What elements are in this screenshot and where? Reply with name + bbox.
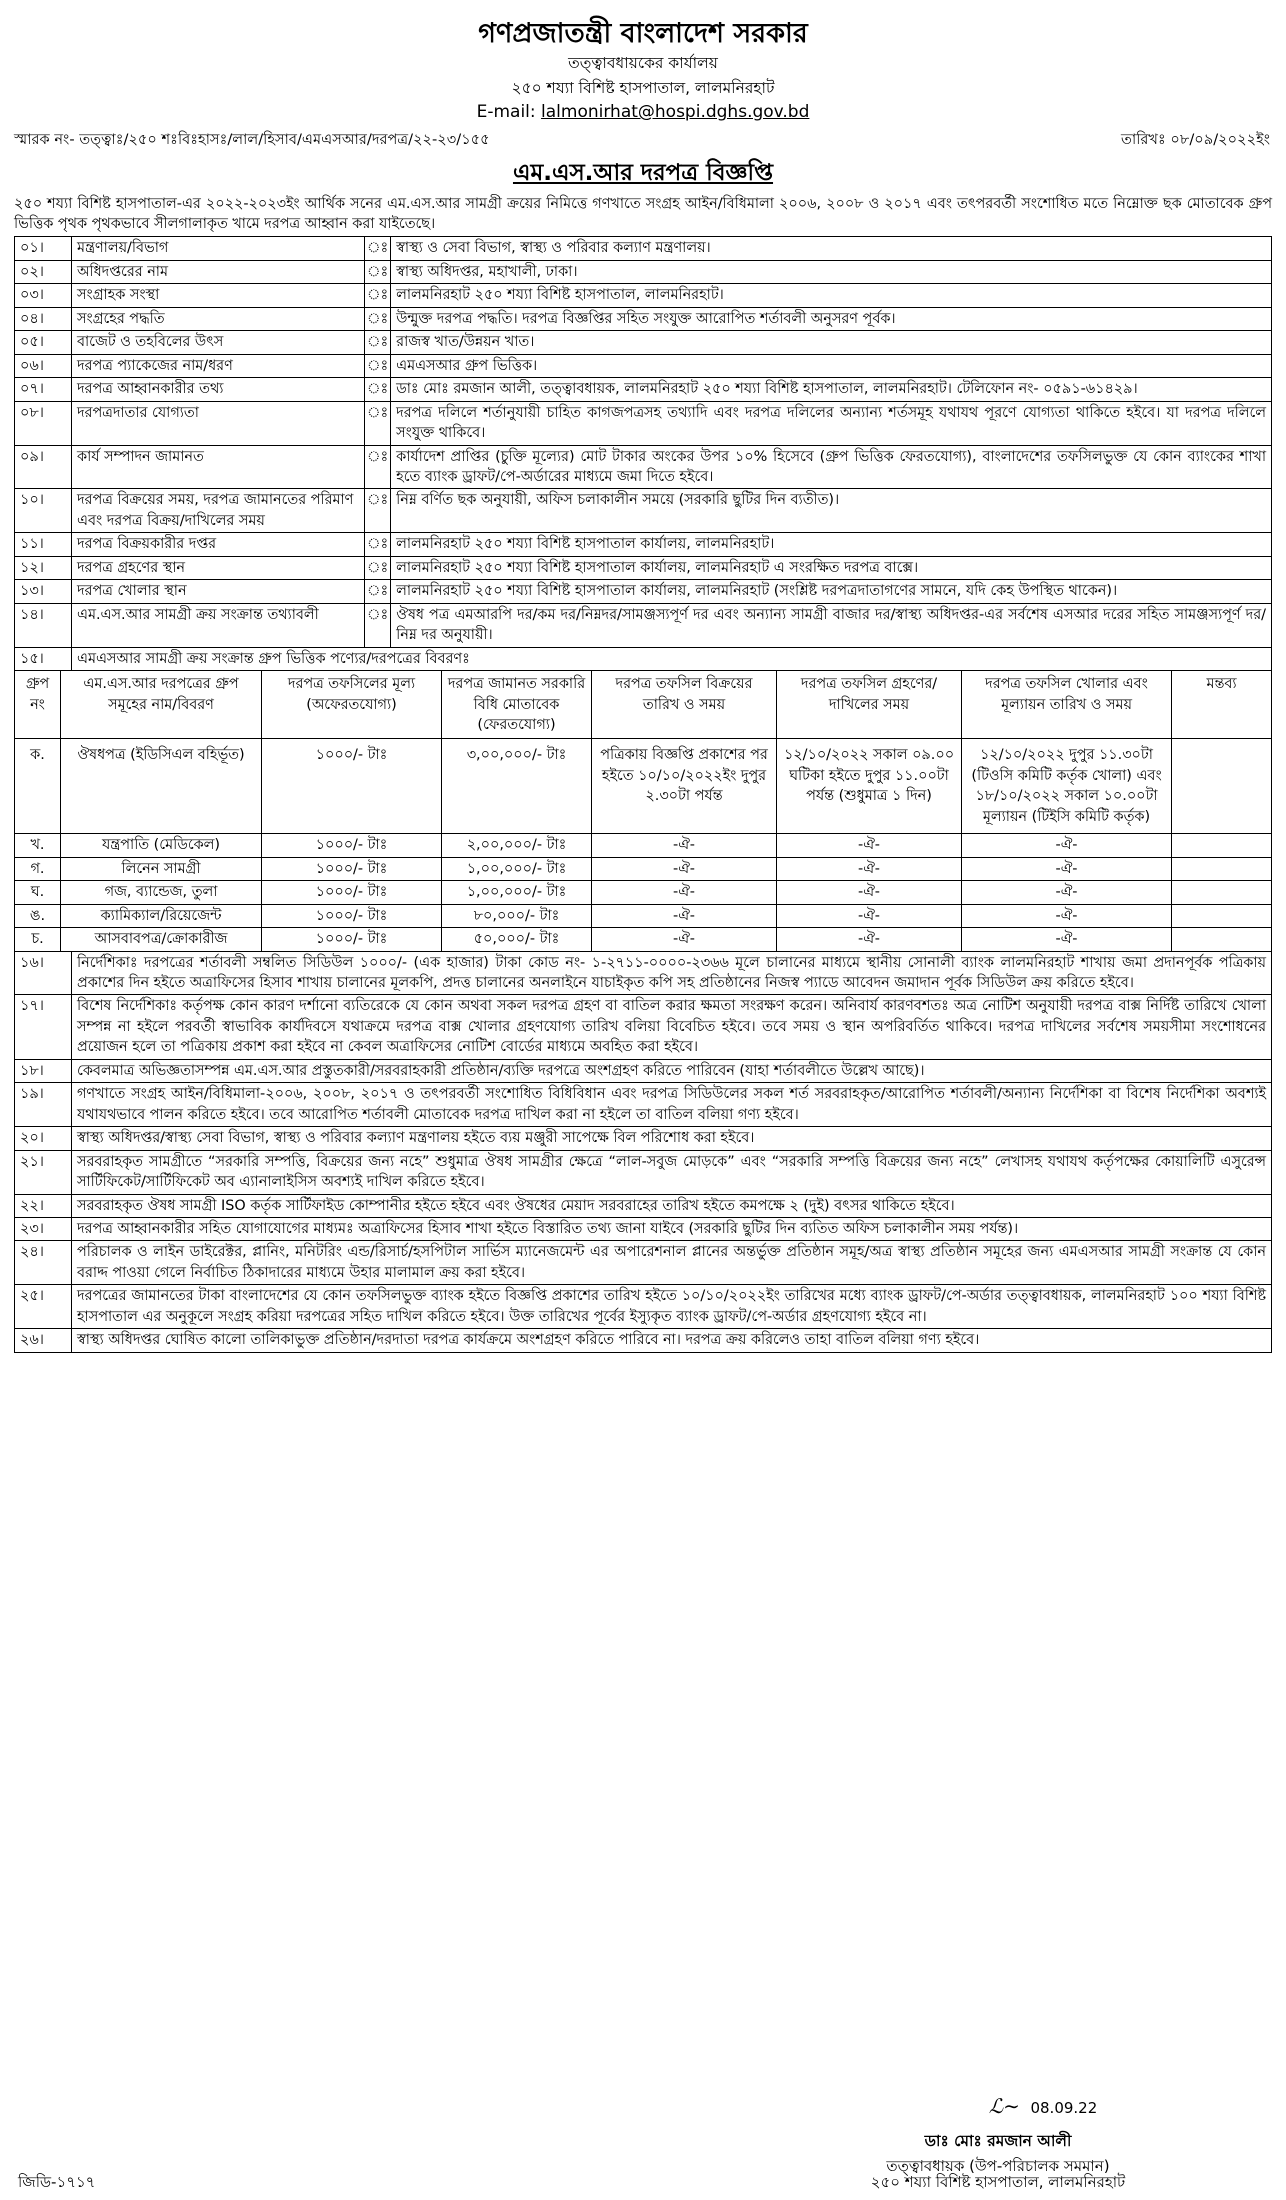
info-value: স্বাস্থ্য ও সেবা বিভাগ, স্বাস্থ্য ও পরিবার কল্যাণ মন্ত্রণালয়।	[391, 237, 1272, 260]
info-colon: ঃ	[365, 533, 391, 556]
term-number: ১৯।	[15, 1083, 72, 1127]
group-cell-no: ঘ.	[15, 881, 61, 904]
info-value: কার্যাদেশ প্রাপ্তির (চুক্তি মূল্যের) মোট টাকার অংকের উপর ১০% হিসেবে (গ্রুপ ভিত্তিক ফেরতযোগ্য), বাংলাদেশের তফসিলভুক্ত যে কোন ব্যাংকের শাখা হতে ব্যাংক ড্রাফট/পে-অর্ডারের মাধ্যমে জমা দিতে হইবে।	[391, 445, 1272, 489]
group-cell-submit: -ঐ-	[777, 904, 962, 927]
group-cell-open: -ঐ-	[962, 904, 1172, 927]
group-cell-open: -ঐ-	[962, 881, 1172, 904]
email-label: E-mail:	[476, 102, 536, 123]
info-value: লালমনিরহাট ২৫০ শয্যা বিশিষ্ট হাসপাতাল কার্যালয়, লালমনিরহাট (সংশ্লিষ্ট দরপত্রদাতাগণের সামনে, যদি কেহ উপস্থিত থাকেন)।	[391, 580, 1272, 603]
info-label: দরপত্রদাতার যোগ্যতা	[72, 401, 365, 445]
term-number: ২৪।	[15, 1241, 72, 1285]
info-number: ১২।	[15, 556, 72, 579]
info-number: ০৬।	[15, 354, 72, 377]
signature-scrawl: ℒ∼	[988, 2094, 1020, 2118]
info-colon: ঃ	[365, 603, 391, 647]
term-text: কেবলমাত্র অভিজ্ঞতাসম্পন্ন এম.এস.আর প্রস্তুতকারী/সরবরাহকারী প্রতিষ্ঠান/ব্যক্তি দরপত্রে অংশগ্রহণ করিতে পারিবেন (যাহা শর্তাবলীতে উল্লেখ আছে)।	[72, 1059, 1272, 1082]
term-number: ২৬।	[15, 1329, 72, 1352]
group-cell-security: ৮০,০০০/- টাঃ	[442, 904, 592, 927]
info-label: অধিদপ্তরের নাম	[72, 260, 365, 283]
info-value: ঔষধ পত্র এমআরপি দর/কম দর/নিম্নদর/সামঞ্জস্যপূর্ণ দর এবং অন্যান্য সামগ্রী বাজার দর/স্বাস্থ্য অধিদপ্তর-এর সর্বশেষ এসআর দরের সহিত সামঞ্জস্যপূর্ণ দর/নিম্ন দর অনুযায়ী।	[391, 603, 1272, 647]
group-cell-open: ১২/১০/২০২২ দুপুর ১১.৩০টা (টিওসি কমিটি কর্তৃক খোলা) এবং ১৮/১০/২০২২ সকাল ১০.০০টা মূল্যায়ন (টিইসি কমিটি কর্তৃক)	[962, 739, 1172, 834]
info-value: নিম্ন বর্ণিত ছক অনুযায়ী, অফিস চলাকালীন সময়ে (সরকারি ছুটির দিন ব্যতীত)।	[391, 489, 1272, 533]
term-row	[15, 1217, 1272, 1240]
group-row	[15, 881, 1272, 904]
group-cell-open: -ঐ-	[962, 834, 1172, 857]
info-label: এম.এস.আর সামগ্রী ক্রয় সংক্রান্ত তথ্যাবলী	[72, 603, 365, 647]
group-cell-sale: -ঐ-	[592, 857, 777, 880]
term-text: সরবরাহকৃত সামগ্রীতে “সরকারি সম্পত্তি, বিক্রয়ের জন্য নহে” শুধুমাত্র ঔষধ সামগ্রীর ক্ষেত্রে “লাল-সবুজ মোড়কে” এবং “সরকারি সম্পত্তি বিক্রয়ের জন্য নহে” লেখাসহ যথাযথ কর্তৃপক্ষের কোয়ালিটি এসুরেন্স সার্টিফিকেট/সার্টিফিকেট অব এ্যানালাইসিস অবশ্যই দাখিল করিতে হইবে।	[72, 1150, 1272, 1194]
term-row	[15, 1059, 1272, 1082]
signature-block	[788, 2092, 1208, 2178]
group-table-header: দরপত্র তফসিল গ্রহণের/দাখিলের সময়	[777, 671, 962, 739]
info-row	[15, 489, 1272, 533]
info-number: ০১।	[15, 237, 72, 260]
group-row	[15, 904, 1272, 927]
group-table-header: দরপত্র জামানত সরকারি বিধি মোতাবেক (ফেরতযোগ্য)	[442, 671, 592, 739]
group-table-header: মন্তব্য	[1172, 671, 1272, 739]
group-table-header: দরপত্র তফসিলের মূল্য (অফেরতযোগ্য)	[262, 671, 442, 739]
notice-date: তারিখঃ ০৮/০৯/২০২২ইং	[1121, 131, 1270, 149]
info-row	[15, 331, 1272, 354]
term-text: গণখাতে সংগ্রহ আইন/বিধিমালা-২০০৬, ২০০৮, ২০১৭ ও তৎপরবর্তী সংশোধিত বিধিবিধান এবং দরপত্র সিডিউলের সকল শর্ত সরবরাহকৃত/আরোপিত শর্তাবলী/অন্যান্য নির্দেশিকা বা বিশেষ নির্দেশিকা অবশ্যই যথাযথভাবে পালন করিতে হইবে। তবে আরোপিত শর্তাবলী মোতাবেক দরপত্র দাখিল করা না হইলে তা বাতিল বলিয়া গণ্য হইবে।	[72, 1083, 1272, 1127]
info-colon: ঃ	[365, 580, 391, 603]
info-label: সংগ্রাহক সংস্থা	[72, 284, 365, 307]
info-row	[15, 533, 1272, 556]
group-table	[14, 670, 1272, 951]
term-text: স্বাস্থ্য অধিদপ্তর ঘোষিত কালো তালিকাভুক্ত প্রতিষ্ঠান/দরদাতা দরপত্র কার্যক্রমে অংশগ্রহণ করিতে পারিবে না। দরপত্র ক্রয় করিলেও তাহা বাতিল বলিয়া গণ্য হইবে।	[72, 1329, 1272, 1352]
info-label: মন্ত্রণালয়/বিভাগ	[72, 237, 365, 260]
group-row	[15, 857, 1272, 880]
info-colon: ঃ	[365, 401, 391, 445]
info-number: ১৪।	[15, 603, 72, 647]
info-number: ০৭।	[15, 378, 72, 401]
info-row	[15, 401, 1272, 445]
group-cell-sale: -ঐ-	[592, 904, 777, 927]
info-row	[15, 260, 1272, 283]
group-row	[15, 928, 1272, 951]
term-text: স্বাস্থ্য অধিদপ্তর/স্বাস্থ্য সেবা বিভাগ, স্বাস্থ্য ও পরিবার কল্যাণ মন্ত্রণালয় হইতে ব্যয় মঞ্জুরী সাপেক্ষে বিল পরিশোধ করা হইবে।	[72, 1127, 1272, 1150]
term-number: ১৮।	[15, 1059, 72, 1082]
info-label: দরপত্র প্যাকেজের নাম/ধরণ	[72, 354, 365, 377]
info-number: ১৩।	[15, 580, 72, 603]
term-number: ২২।	[15, 1194, 72, 1217]
item-15-number: ১৫।	[15, 647, 72, 670]
group-row	[15, 739, 1272, 834]
email-address[interactable]: lalmonirhat@hospi.dghs.gov.bd	[541, 102, 810, 123]
info-colon: ঃ	[365, 445, 391, 489]
info-colon: ঃ	[365, 489, 391, 533]
term-row	[15, 1150, 1272, 1194]
group-cell-security: ২,০০,০০০/- টাঃ	[442, 834, 592, 857]
group-cell-name: আসবাবপত্র/ক্রোকারীজ	[61, 928, 262, 951]
notice-title: এম.এস.আর দরপত্র বিজ্ঞপ্তি	[512, 159, 774, 186]
group-cell-name: লিনেন সামগ্রী	[61, 857, 262, 880]
group-cell-remark	[1172, 928, 1272, 951]
group-cell-submit: -ঐ-	[777, 928, 962, 951]
term-row	[15, 1285, 1272, 1329]
info-colon: ঃ	[365, 237, 391, 260]
group-row	[15, 834, 1272, 857]
info-label: কার্য সম্পাদন জামানত	[72, 445, 365, 489]
group-table-header: দরপত্র তফসিল খোলার এবং মূল্যায়ন তারিখ ও সময়	[962, 671, 1172, 739]
group-cell-security: ১,০০,০০০/- টাঃ	[442, 881, 592, 904]
group-cell-submit: -ঐ-	[777, 881, 962, 904]
intro-paragraph: ২৫০ শয্যা বিশিষ্ট হাসপাতাল-এর ২০২২-২০২৩ইং আর্থিক সনের এম.এস.আর সামগ্রী ক্রয়ের নিমিত্তে গণখাতে সংগ্রহ আইন/বিধিমালা ২০০৬, ২০০৮ ও ২০১৭ এবং তৎপরবর্তী সংশোধিত মতে নিম্নোক্ত ছক মোতাবেক গ্রুপ ভিত্তিক পৃথক পৃথকভাবে সীলগালাকৃত খামে দরপত্র আহ্বান করা যাইতেছে।	[14, 195, 1272, 233]
group-cell-sale: -ঐ-	[592, 834, 777, 857]
term-row	[15, 1241, 1272, 1285]
info-label: বাজেট ও তহবিলের উৎস	[72, 331, 365, 354]
group-cell-security: ৫০,০০০/- টাঃ	[442, 928, 592, 951]
group-cell-open: -ঐ-	[962, 928, 1172, 951]
government-title: গণপ্রজাতন্ত্রী বাংলাদেশ সরকার	[478, 18, 808, 49]
info-number: ০৫।	[15, 331, 72, 354]
term-row	[15, 1127, 1272, 1150]
memo-number: স্মারক নং- তত্ত্বাঃ/২৫০ শঃবিঃহাসঃ/লাল/হিসাব/এমএসআর/দরপত্র/২২-২৩/১৫৫	[14, 131, 490, 149]
info-value: লালমনিরহাট ২৫০ শয্যা বিশিষ্ট হাসপাতাল কার্যালয়, লালমনিরহাট এ সংরক্ষিত দরপত্র বাক্সে।	[391, 556, 1272, 579]
info-row	[15, 580, 1272, 603]
group-cell-open: -ঐ-	[962, 857, 1172, 880]
term-row	[15, 1329, 1272, 1352]
item-15-text: এমএসআর সামগ্রী ক্রয় সংক্রান্ত গ্রুপ ভিত্তিক পণ্যের/দরপত্রের বিবরণঃ	[72, 647, 1272, 670]
info-row	[15, 445, 1272, 489]
info-row	[15, 284, 1272, 307]
group-table-header: গ্রুপ নং	[15, 671, 61, 739]
term-text: দরপত্র আহ্বানকারীর সহিত যোগাযোগের মাধ্যমঃ অত্রাফিসের হিসাব শাখা হইতে বিস্তারিত তথ্য জানা যাইবে (সরকারি ছুটির দিন ব্যতিত অফিস চলাকালীন সময় পর্যন্ত)।	[72, 1217, 1272, 1240]
info-number: ০৩।	[15, 284, 72, 307]
group-cell-fee: ১০০০/- টাঃ	[262, 834, 442, 857]
info-colon: ঃ	[365, 307, 391, 330]
info-colon: ঃ	[365, 378, 391, 401]
office-name: তত্ত্বাবধায়কের কার্যালয়	[568, 54, 718, 73]
term-number: ২০।	[15, 1127, 72, 1150]
group-cell-remark	[1172, 739, 1272, 834]
signatory-name: ডাঃ মোঃ রমজান আলী	[924, 2132, 1072, 2151]
info-label: দরপত্র গ্রহণের স্থান	[72, 556, 365, 579]
info-label: দরপত্র বিক্রয়কারীর দপ্তর	[72, 533, 365, 556]
group-table-header: এম.এস.আর দরপত্রের গ্রুপ সমূহের নাম/বিবরণ	[61, 671, 262, 739]
info-colon: ঃ	[365, 284, 391, 307]
group-cell-submit: ১২/১০/২০২২ সকাল ০৯.০০ ঘটিকা হইতে দুপুর ১১.০০টা পর্যন্ত (শুধুমাত্র ১ দিন)	[777, 739, 962, 834]
term-text: নির্দেশিকাঃ দরপত্রের শর্তাবলী সম্বলিত সিডিউল ১০০০/- (এক হাজার) টাকা কোড নং- ১-২৭১১-০০০০-২৩৬৬ মূলে চালানের মাধ্যমে স্থানীয় সোনালী ব্যাংক লালমনিরহাট শাখায় জমা প্রদানপূর্বক পত্রিকায় প্রকাশের দিন হইতে অত্রাফিসের হিসাব শাখায় চালানের মূলকপি, প্রদত্ত চালানের অনলাইনে যাচাইকৃত কপি সহ প্রতিষ্ঠানের নিজস্ব প্যাডে আবেদন জমাদান পূর্বক সিডিউল ক্রয় করিতে হইবে।	[72, 951, 1272, 995]
info-number: ০৪।	[15, 307, 72, 330]
signature-date: 08.09.22	[1030, 2099, 1098, 2117]
info-label: দরপত্র আহ্বানকারীর তথ্য	[72, 378, 365, 401]
group-cell-no: খ.	[15, 834, 61, 857]
hospital-name: ২৫০ শয্যা বিশিষ্ট হাসপাতাল, লালমনিরহাট	[511, 78, 775, 97]
info-table	[14, 236, 1272, 647]
group-cell-sale: -ঐ-	[592, 881, 777, 904]
group-cell-sale: -ঐ-	[592, 928, 777, 951]
info-label: দরপত্র খোলার স্থান	[72, 580, 365, 603]
info-value: রাজস্ব খাত/উন্নয়ন খাত।	[391, 331, 1272, 354]
group-cell-name: ক্যামিক্যাল/রিয়েজেন্ট	[61, 904, 262, 927]
term-text: পরিচালক ও লাইন ডাইরেক্টর, প্লানিং, মনিটরিং এন্ড/রিসার্চ/হসপিটাল সার্ভিস ম্যানেজমেন্ট এর অপারেশনাল প্লানের অন্তর্ভুক্ত প্রতিষ্ঠান সমূহ/অত্র স্বাস্থ্য প্রতিষ্ঠান সমূহের জন্য এমএসআর সামগ্রী সংক্রান্ত যে কোন বরাদ্দ পাওয়া গেলে নির্বাচিত ঠিকাদারের মাধ্যমে উহার মালামাল ক্রয় করা হইবে।	[72, 1241, 1272, 1285]
term-row	[15, 951, 1272, 995]
info-value: ডাঃ মোঃ রমজান আলী, তত্ত্বাবধায়ক, লালমনিরহাট ২৫০ শয্যা বিশিষ্ট হাসপাতাল, লালমনিরহাট। টেলিফোন নং- ০৫৯১-৬১৪২৯।	[391, 378, 1272, 401]
info-colon: ঃ	[365, 556, 391, 579]
info-value: লালমনিরহাট ২৫০ শয্যা বিশিষ্ট হাসপাতাল, লালমনিরহাট।	[391, 284, 1272, 307]
memo-row	[14, 130, 1272, 151]
group-cell-no: গ.	[15, 857, 61, 880]
signatory-place: ২৫০ শয্যা বিশিষ্ট হাসপাতাল, লালমনিরহাট	[870, 2173, 1126, 2191]
info-colon: ঃ	[365, 331, 391, 354]
info-value: দরপত্র দলিলে শর্তানুযায়ী চাহিত কাগজপত্রসহ তথ্যাদি এবং দরপত্র দলিলের অন্যান্য শর্তসমূহ যথাযথ পূরণে যোগ্যতা থাকিতে হইবে। যা দরপত্র দলিলে সংযুক্ত থাকিবে।	[391, 401, 1272, 445]
term-text: সরবরাহকৃত ঔষধ সামগ্রী ISO কর্তৃক সার্টিফাইড কোম্পানীর হইতে হইবে এবং ঔষধের মেয়াদ সরবরাহের তারিখ হইতে কমপক্ষে ২ (দুই) বৎসর থাকিতে হইবে।	[72, 1194, 1272, 1217]
group-cell-remark	[1172, 834, 1272, 857]
group-cell-no: ঙ.	[15, 904, 61, 927]
group-cell-no: চ.	[15, 928, 61, 951]
item-15-row	[14, 647, 1272, 671]
term-number: ১৭।	[15, 995, 72, 1059]
group-cell-fee: ১০০০/- টাঃ	[262, 928, 442, 951]
info-value: এমএসআর গ্রুপ ভিত্তিক।	[391, 354, 1272, 377]
group-cell-fee: ১০০০/- টাঃ	[262, 881, 442, 904]
signatory-designation: তত্ত্বাবধায়ক (উপ-পরিচালক সমমান)	[886, 2157, 1110, 2176]
group-cell-fee: ১০০০/- টাঃ	[262, 857, 442, 880]
info-colon: ঃ	[365, 260, 391, 283]
term-row	[15, 995, 1272, 1059]
info-value: স্বাস্থ্য অধিদপ্তর, মহাখালী, ঢাকা।	[391, 260, 1272, 283]
footer-code: জিডি-১৭১৭	[18, 2173, 96, 2191]
term-row	[15, 1083, 1272, 1127]
info-row	[15, 307, 1272, 330]
group-cell-name: গজ, ব্যান্ডেজ, তুলা	[61, 881, 262, 904]
term-row	[15, 1194, 1272, 1217]
info-value: লালমনিরহাট ২৫০ শয্যা বিশিষ্ট হাসপাতাল কার্যালয়, লালমনিরহাট।	[391, 533, 1272, 556]
info-label: দরপত্র বিক্রয়ের সময়, দরপত্র জামানতের পরিমাণ এবং দরপত্র বিক্রয়/দাখিলের সময়	[72, 489, 365, 533]
info-number: ০৮।	[15, 401, 72, 445]
group-table-header: দরপত্র তফসিল বিক্রয়ের তারিখ ও সময়	[592, 671, 777, 739]
group-cell-remark	[1172, 904, 1272, 927]
group-cell-remark	[1172, 857, 1272, 880]
info-row	[15, 603, 1272, 647]
info-number: ১১।	[15, 533, 72, 556]
info-label: সংগ্রহের পদ্ধতি	[72, 307, 365, 330]
group-cell-security: ৩,০০,০০০/- টাঃ	[442, 739, 592, 834]
group-cell-fee: ১০০০/- টাঃ	[262, 739, 442, 834]
info-row	[15, 354, 1272, 377]
group-cell-name: ঔষধপত্র (ইডিসিএল বহির্ভূত)	[61, 739, 262, 834]
term-number: ২৩।	[15, 1217, 72, 1240]
group-cell-sale: পত্রিকায় বিজ্ঞপ্তি প্রকাশের পর হইতে ১০/১০/২০২২ইং দুপুর ২.৩০টা পর্যন্ত	[592, 739, 777, 834]
group-cell-no: ক.	[15, 739, 61, 834]
group-cell-submit: -ঐ-	[777, 857, 962, 880]
info-value: উন্মুক্ত দরপত্র পদ্ধতি। দরপত্র বিজ্ঞপ্তির সহিত সংযুক্ত আরোপিত শর্তাবলী অনুসরণ পূর্বক।	[391, 307, 1272, 330]
group-cell-submit: -ঐ-	[777, 834, 962, 857]
term-text: বিশেষ নির্দেশিকাঃ কর্তৃপক্ষ কোন কারণ দর্শানো ব্যতিরেকে যে কোন অথবা সকল দরপত্র গ্রহণ বা বাতিল করার ক্ষমতা সংরক্ষণ করেন। অনিবার্য কারণবশতঃ অত্র নোটিশ অনুযায়ী দরপত্র বাক্স নির্দিষ্ট তারিখে খোলা সম্পন্ন না হইলে পরবর্তী স্বাভাবিক কার্যদিবসে যথাক্রমে দরপত্র বাক্স খোলার গ্রহণযোগ্য তারিখ বলিয়া বিবেচিত হইবে। তবে সময় ও স্থান অপরিবর্তিত থাকিবে। দরপত্র দাখিলের সর্বশেষ সময়সীমা সংশোধনের প্রয়োজন হলে তা পত্রিকায় প্রকাশ করা হইবে না কেবল অত্রাফিসের নোটিশ বোর্ডের মাধ্যমে অবহিত করা হইবে।	[72, 995, 1272, 1059]
group-cell-name: যন্ত্রপাতি (মেডিকেল)	[61, 834, 262, 857]
term-number: ১৬।	[15, 951, 72, 995]
group-cell-security: ১,০০,০০০/- টাঃ	[442, 857, 592, 880]
info-row	[15, 237, 1272, 260]
email-line	[14, 100, 1272, 124]
info-number: ১০।	[15, 489, 72, 533]
info-number: ০২।	[15, 260, 72, 283]
term-text: দরপত্রের জামানতের টাকা বাংলাদেশের যে কোন তফসিলভুক্ত ব্যাংক হইতে বিজ্ঞপ্তি প্রকাশের তারিখ হইতে ১০/১০/২০২২ইং তারিখের মধ্যে ব্যাংক ড্রাফট/পে-অর্ডার তত্ত্বাবধায়ক, লালমনিরহাট ১০০ শয্যা বিশিষ্ট হাসপাতাল এর অনুকূলে সংগ্রহ করিয়া দরপত্রের সহিত দাখিল করিতে হইবে। উক্ত তারিখের পূর্বের ইস্যুকৃত ব্যাংক ড্রাফট/পে-অর্ডার গ্রহণযোগ্য হইবে না।	[72, 1285, 1272, 1329]
info-number: ০৯।	[15, 445, 72, 489]
info-colon: ঃ	[365, 354, 391, 377]
term-number: ২১।	[15, 1150, 72, 1194]
info-row	[15, 556, 1272, 579]
group-cell-remark	[1172, 881, 1272, 904]
info-row	[15, 378, 1272, 401]
terms-table	[14, 951, 1272, 1353]
term-number: ২৫।	[15, 1285, 72, 1329]
group-cell-fee: ১০০০/- টাঃ	[262, 904, 442, 927]
